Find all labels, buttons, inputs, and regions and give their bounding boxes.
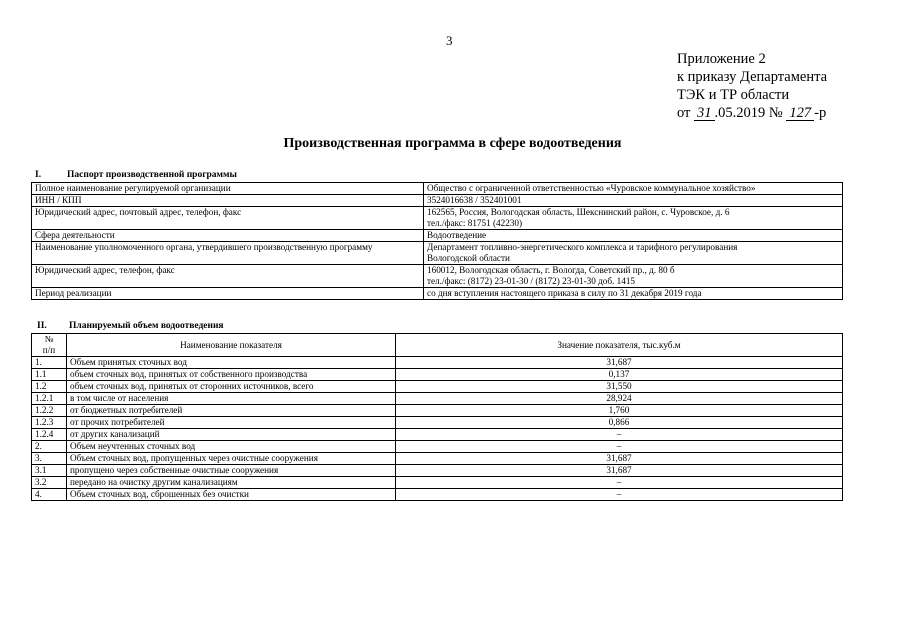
passport-value — [424, 195, 843, 207]
passport-row — [32, 288, 843, 300]
row-value: 31,687 — [396, 453, 843, 465]
volume-row — [32, 489, 843, 501]
passport-value — [424, 230, 843, 242]
passport-value — [424, 265, 843, 288]
row-number: 4. — [32, 489, 67, 501]
row-value: 0,137 — [396, 369, 843, 381]
header-name: Наименование показателя — [67, 334, 396, 357]
passport-row — [32, 242, 843, 265]
passport-value-line: 162565, Россия, Вологодская область, Шекснинский район, с. Чуровское, д. 6 — [427, 207, 730, 217]
row-name: Объем сточных вод, пропущенных через очистные сооружения — [67, 453, 396, 465]
passport-value-line: Водоотведение — [427, 230, 487, 240]
passport-value-line: Вологодской области — [427, 253, 510, 263]
document-title: Производственная программа в сфере водоотведения — [283, 136, 622, 151]
row-number: 1.2.2 — [32, 405, 67, 417]
passport-label: Юридический адрес, телефон, факс — [32, 265, 424, 288]
passport-label: Сфера деятельности — [32, 230, 424, 242]
date-day: 31 — [694, 106, 715, 121]
row-name: Объем сточных вод, сброшенных без очистки — [67, 489, 396, 501]
row-value: – — [396, 477, 843, 489]
appendix-line-1: Приложение 2 — [677, 51, 766, 67]
volume-row — [32, 357, 843, 369]
passport-value-line: 3524016638 / 352401001 — [427, 195, 522, 205]
passport-value-line: тел./факс: 81751 (42230) — [427, 218, 523, 228]
row-value: – — [396, 489, 843, 501]
passport-label: Наименование уполномоченного органа, утвердившего производственную программу — [32, 242, 424, 265]
appendix-date-line — [677, 104, 827, 122]
passport-value-line: со дня вступления настоящего приказа в силу по 31 декабря 2019 года — [427, 288, 702, 298]
row-number: 1.2.4 — [32, 429, 67, 441]
passport-label: Полное наименование регулируемой организации — [32, 183, 424, 195]
appendix-block — [677, 50, 827, 122]
volume-row — [32, 405, 843, 417]
page-number: 3 — [446, 33, 453, 48]
row-value: 28,924 — [396, 393, 843, 405]
passport-table — [31, 182, 843, 300]
row-name: Объем неучтенных сточных вод — [67, 441, 396, 453]
passport-value — [424, 242, 843, 265]
section-1-heading — [35, 170, 237, 180]
passport-row — [32, 230, 843, 242]
row-name: пропущено через собственные очистные сооружения — [67, 465, 396, 477]
section-2-heading — [37, 321, 224, 331]
passport-value-line: 160012, Вологодская область, г. Вологда, Советский пр., д. 80 б — [427, 265, 675, 275]
row-name: от бюджетных потребителей — [67, 405, 396, 417]
passport-value-line: тел./факс: (8172) 23-01-30 / (8172) 23-01-30 доб. 1415 — [427, 276, 636, 286]
row-name: Объем принятых сточных вод — [67, 357, 396, 369]
passport-row — [32, 207, 843, 230]
header-value: Значение показателя, тыс.куб.м — [396, 334, 843, 357]
volume-row — [32, 393, 843, 405]
passport-value — [424, 183, 843, 195]
row-number: 1.1 — [32, 369, 67, 381]
volume-row — [32, 417, 843, 429]
row-name: в том числе от населения — [67, 393, 396, 405]
row-number: 3. — [32, 453, 67, 465]
row-number: 1.2.1 — [32, 393, 67, 405]
date-prefix: от — [677, 105, 695, 121]
passport-value-line: Общество с ограниченной ответственностью «Чуровское коммунальное хозяйство» — [427, 183, 756, 193]
passport-row — [32, 265, 843, 288]
row-name: от других канализаций — [67, 429, 396, 441]
passport-label: ИНН / КПП — [32, 195, 424, 207]
volume-row — [32, 477, 843, 489]
row-number: 1. — [32, 357, 67, 369]
header-num: № п/п — [32, 334, 67, 357]
section-1-title: Паспорт производственной программы — [67, 170, 237, 180]
passport-value — [424, 288, 843, 300]
row-name: объем сточных вод, принятых от сторонних источников, всего — [67, 381, 396, 393]
passport-value-line: Департамент топливно-энергетического комплекса и тарифного регулирования — [427, 242, 738, 252]
row-value: – — [396, 429, 843, 441]
order-number: 127 — [786, 106, 814, 121]
row-number: 3.1 — [32, 465, 67, 477]
passport-label: Юридический адрес, почтовый адрес, телефон, факс — [32, 207, 424, 230]
row-value: 31,550 — [396, 381, 843, 393]
row-name: передано на очистку другим канализациям — [67, 477, 396, 489]
section-1-number: I. — [35, 170, 42, 180]
passport-row — [32, 195, 843, 207]
volume-row — [32, 441, 843, 453]
row-number: 2. — [32, 441, 67, 453]
order-suffix: -р — [814, 105, 827, 121]
volume-table — [31, 333, 843, 501]
passport-row — [32, 183, 843, 195]
row-number: 1.2.3 — [32, 417, 67, 429]
row-value: 31,687 — [396, 465, 843, 477]
row-value: – — [396, 441, 843, 453]
row-name: объем сточных вод, принятых от собственного производства — [67, 369, 396, 381]
volume-header-row — [32, 334, 843, 357]
row-name: от прочих потребителей — [67, 417, 396, 429]
passport-label: Период реализации — [32, 288, 424, 300]
date-rest: .05.2019 № — [714, 105, 787, 121]
passport-value — [424, 207, 843, 230]
volume-row — [32, 429, 843, 441]
row-number: 3.2 — [32, 477, 67, 489]
appendix-line-3: ТЭК и ТР области — [677, 87, 790, 103]
section-2-number: II. — [37, 321, 47, 331]
row-value: 0,866 — [396, 417, 843, 429]
appendix-line-2: к приказу Департамента — [677, 69, 828, 85]
volume-row — [32, 465, 843, 477]
volume-row — [32, 453, 843, 465]
row-value: 1,760 — [396, 405, 843, 417]
volume-row — [32, 369, 843, 381]
row-number: 1.2 — [32, 381, 67, 393]
volume-row — [32, 381, 843, 393]
section-2-title: Планируемый объем водоотведения — [69, 321, 224, 331]
row-value: 31,687 — [396, 357, 843, 369]
